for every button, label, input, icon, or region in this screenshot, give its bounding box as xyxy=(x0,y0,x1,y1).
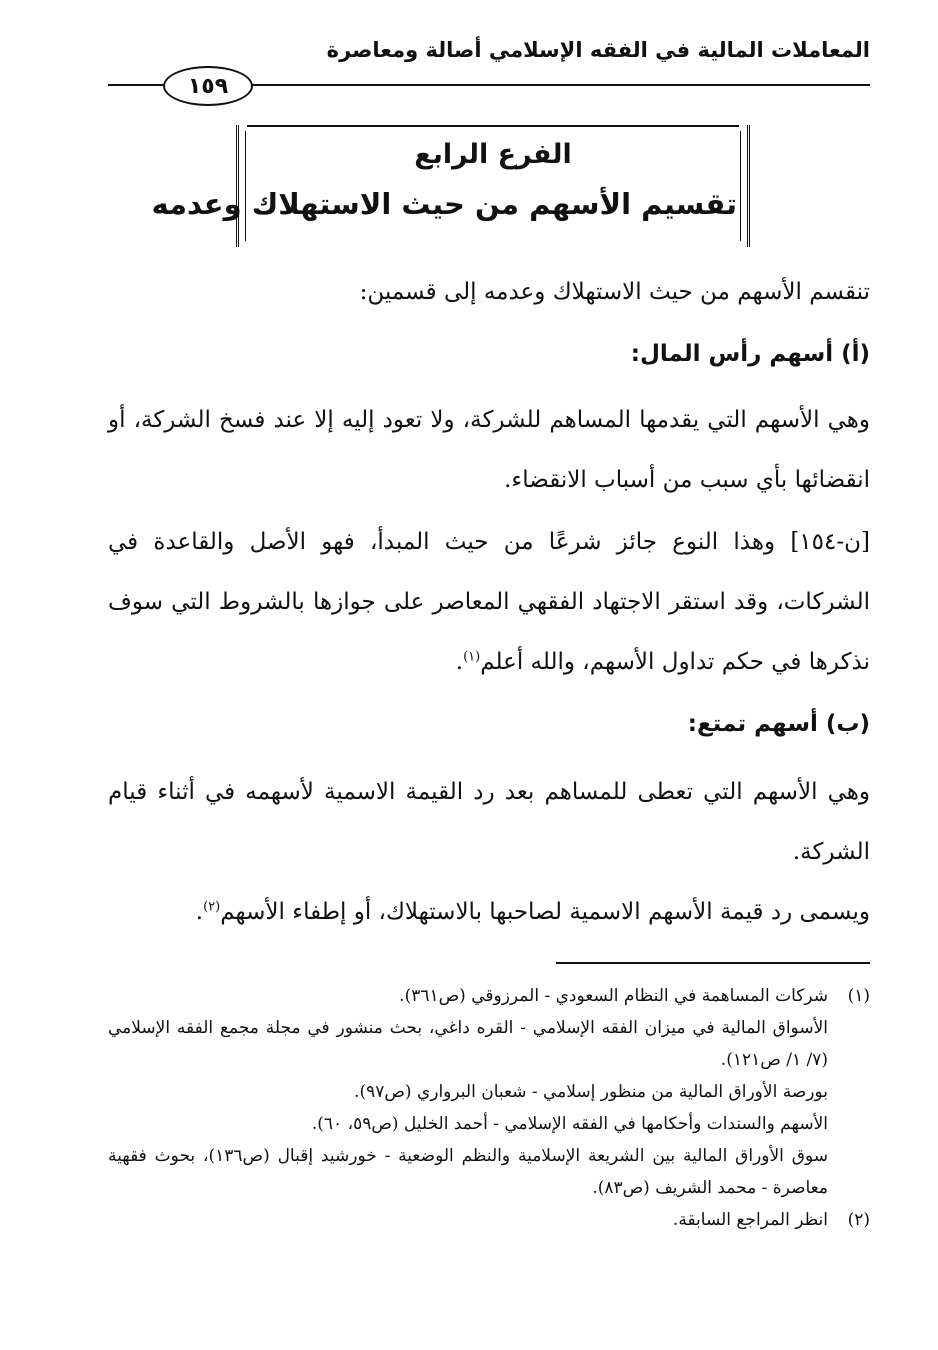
page-number: ١٥٩ xyxy=(163,66,253,106)
paragraph-b: وهي الأسهم التي تعطى للمساهم بعد رد القيمة الاسمية لأسهمه في أثناء قيام الشركة. xyxy=(108,779,870,865)
title-box-inner-left-border xyxy=(245,131,246,241)
footnote-1-line-1 xyxy=(108,980,870,1012)
footnotes xyxy=(108,980,870,1236)
paragraph-n154 xyxy=(108,512,870,692)
heading-b: (ب) أسهم تمتع: xyxy=(687,711,870,737)
footnote-2-text: انظر المراجع السابقة. xyxy=(672,1210,828,1230)
footnote-ref-1: (١) xyxy=(463,649,481,665)
paragraph-a: وهي الأسهم التي يقدمها المساهم للشركة، ولا تعود إليه إلا عند فسخ الشركة، أو انقضائها بأي سبب من أسباب الانقضاء. xyxy=(108,407,870,493)
heading-a: (أ) أسهم رأس المال: xyxy=(630,341,870,367)
paragraph-n154-text: [ن-١٥٤] وهذا النوع جائز شرعًا من حيث المبدأ، فهو الأصل والقاعدة في الشركات، وقد استقر الاجتهاد الفقهي المعاصر على جوازها بالشروط التي سوف نذكرها في حكم تداول الأسهم، والله أعلم xyxy=(108,529,870,675)
footnote-1-line-2: الأسواق المالية في ميزان الفقه الإسلامي - القره داغي، بحث منشور في مجلة مجمع الفقه الإسلامي (٧/ ١/ ص١٢١). xyxy=(108,1018,828,1070)
footnote-1-line-4: الأسهم والسندات وأحكامها في الفقه الإسلامي - أحمد الخليل (ص٥٩، ٦٠). xyxy=(311,1114,828,1134)
paragraph-n154-end: . xyxy=(455,649,464,675)
footnote-ref-2: (٢) xyxy=(203,899,221,915)
footnote-1-text-1: شركات المساهمة في النظام السعودي - المرزوقي (ص٣٦١). xyxy=(399,986,828,1006)
footnote-2-number: (٢) xyxy=(847,1210,870,1230)
footnote-1-line-3: بورصة الأوراق المالية من منظور إسلامي - شعبان البرواري (ص٩٧). xyxy=(354,1082,828,1102)
footnote-rule xyxy=(556,962,870,964)
title-box-inner-right-border xyxy=(740,131,741,241)
title-box-top-border xyxy=(247,125,739,127)
paragraph-last-end: . xyxy=(195,899,204,925)
paragraph-last xyxy=(108,882,870,942)
footnote-1-number: (١) xyxy=(847,986,870,1006)
running-header-title: المعاملات المالية في الفقه الإسلامي أصالة ومعاصرة xyxy=(326,38,870,62)
intro-paragraph: تنقسم الأسهم من حيث الاستهلاك وعدمه إلى قسمين: xyxy=(359,279,870,305)
section-title-box xyxy=(151,125,750,247)
footnote-2 xyxy=(108,1204,870,1236)
section-title: تقسيم الأسهم من حيث الاستهلاك وعدمه xyxy=(151,187,737,221)
footnote-1-line-5: سوق الأوراق المالية بين الشريعة الإسلامية والنظم الوضعية - خورشيد إقبال (ص١٣٦)، بحوث فقهية معاصرة - محمد الشريف (ص٨٣). xyxy=(108,1146,828,1198)
paragraph-last-text: ويسمى رد قيمة الأسهم الاسمية لصاحبها بالاستهلاك، أو إطفاء الأسهم xyxy=(220,899,870,925)
section-subtitle: الفرع الرابع xyxy=(414,139,572,170)
